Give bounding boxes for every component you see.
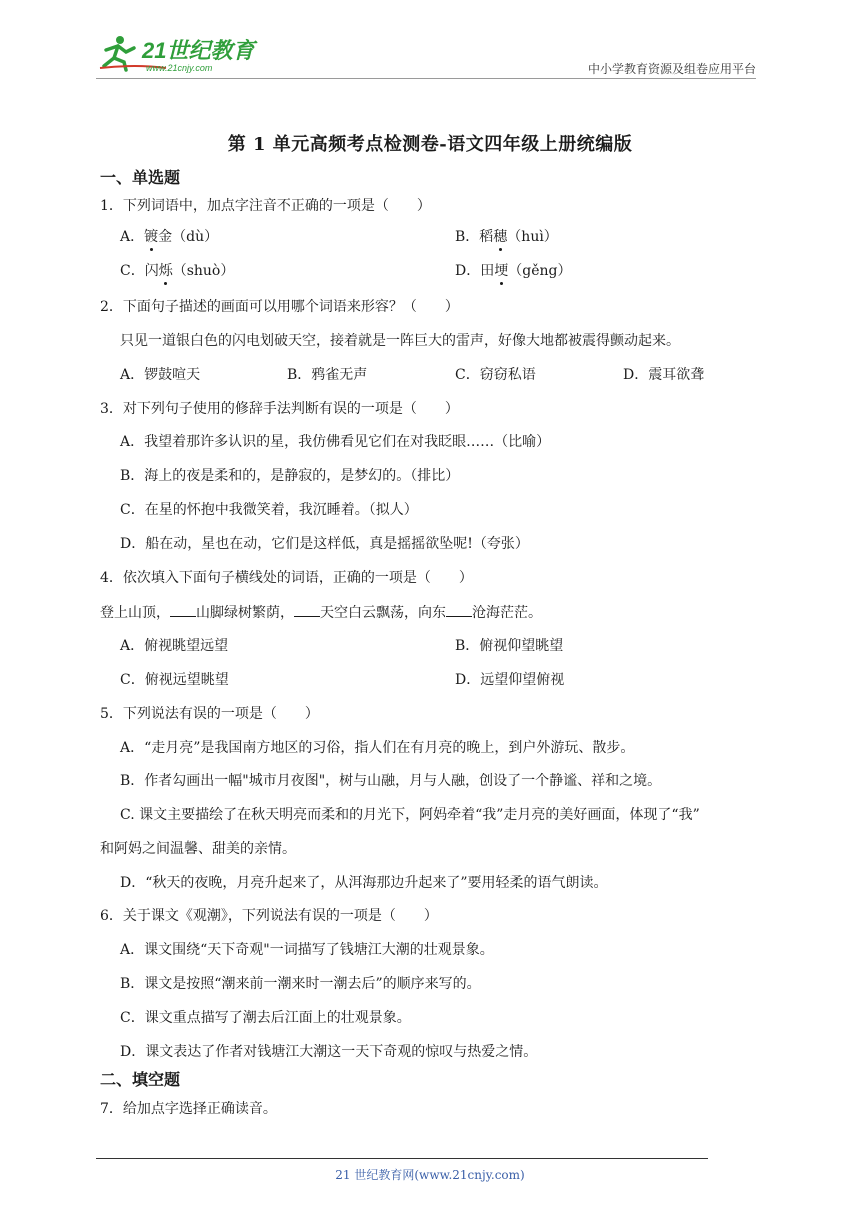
site-logo — [96, 34, 266, 74]
q4-part-4: 沧海茫茫。 — [472, 605, 542, 621]
q1-a-prefix: A． — [120, 229, 145, 245]
q1-stem: 1．下列词语中，加点字注音不正确的一项是（ ） — [100, 198, 431, 214]
q4-stem: 4．依次填入下面句子横线处的词语，正确的一项是（ ） — [100, 570, 473, 586]
section-heading-1: 一、单选题 — [100, 168, 181, 187]
q2-stem: 2．下面句子描述的画面可以用哪个词语来形容？（ ） — [100, 299, 459, 315]
q2-option-d: D．震耳欲聋 — [623, 367, 705, 383]
q1-option-d — [455, 261, 571, 281]
q2-passage: 只见一道银白色的闪电划破天空，接着就是一阵巨大的雷声，好像大地都被震得颤动起来。 — [120, 333, 680, 349]
logo-text: 21世纪教育 — [142, 38, 255, 63]
q3-stem: 3．对下列句子使用的修辞手法判断有误的一项是（ ） — [100, 401, 459, 417]
q1-a-text: 金（dù） — [158, 229, 219, 245]
q2-option-b: B．鸦雀无声 — [287, 367, 368, 383]
q5-option-b: B．作者勾画出一幅"城市月夜图"，树与山融，月与人融，创设了一个静谧、祥和之境。 — [120, 773, 662, 789]
q1-option-c — [120, 261, 234, 281]
q5-option-a: A．“走月亮”是我国南方地区的习俗，指人们在有月亮的晚上，到户外游玩、散步。 — [120, 740, 635, 756]
logo-url: www.21cnjy.com — [146, 63, 213, 73]
section-heading-2: 二、填空题 — [100, 1070, 181, 1089]
q4-passage — [100, 602, 542, 623]
q4-option-c: C．俯视远望眺望 — [120, 672, 229, 688]
header-divider — [96, 78, 756, 79]
page-title: 第 1 单元高频考点检测卷-语文四年级上册统编版 — [227, 134, 633, 155]
q1-option-a — [120, 227, 218, 247]
q7-stem: 7．给加点字选择正确读音。 — [100, 1101, 277, 1117]
q2-option-c: C．窃窃私语 — [455, 367, 536, 383]
q4-part-2: 山脚绿树繁荫， — [196, 605, 294, 621]
q4-option-a: A．俯视眺望远望 — [120, 638, 229, 654]
q5-option-c-line1: C. 课文主要描绘了在秋天明亮而柔和的月光下，阿妈牵着“我”走月亮的美好画面，体现了“我” — [120, 807, 700, 823]
q5-stem: 5．下列说法有误的一项是（ ） — [100, 706, 319, 722]
q4-blank-3 — [446, 602, 472, 617]
q5-option-d: D．“秋天的夜晚，月亮升起来了，从洱海那边升起来了”要用轻柔的语气朗读。 — [120, 875, 608, 891]
footer-divider — [96, 1158, 708, 1159]
q5-option-c-line2: 和阿妈之间温馨、甜美的亲情。 — [100, 841, 296, 857]
q1-d-dotted-char: 埂 — [494, 263, 509, 279]
q1-c-dotted-char: 烁 — [158, 263, 173, 279]
q6-option-c: C．课文重点描写了潮去后江面上的壮观景象。 — [120, 1010, 411, 1026]
q2-option-a: A．锣鼓喧天 — [120, 367, 201, 383]
q1-a-dotted-char: 镀 — [144, 229, 159, 245]
q1-b-dotted-char: 穗 — [493, 229, 508, 245]
q3-option-c: C．在星的怀抱中我微笑着，我沉睡着。（拟人） — [120, 502, 418, 518]
q3-option-a: A．我望着那许多认识的星，我仿佛看见它们在对我眨眼……（比喻） — [120, 434, 551, 450]
q1-b-prefix: B．稻 — [455, 229, 494, 245]
q3-option-b: B．海上的夜是柔和的，是静寂的，是梦幻的。（排比） — [120, 468, 460, 484]
q3-option-d: D．船在动，星也在动，它们是这样低，真是摇摇欲坠呢!（夸张） — [120, 536, 529, 552]
q6-option-d: D．课文表达了作者对钱塘江大潮这一天下奇观的惊叹与热爱之情。 — [120, 1044, 538, 1060]
page-header — [96, 30, 756, 78]
runner-icon — [96, 34, 266, 74]
q1-c-text: （shuò） — [172, 263, 235, 279]
q4-blank-1 — [170, 602, 196, 617]
q4-part-1: 登上山顶， — [100, 605, 170, 621]
q1-option-b — [455, 227, 558, 247]
footer-link[interactable]: 21 世纪教育网(www.21cnjy.com) — [335, 1168, 525, 1182]
q4-option-b: B．俯视仰望眺望 — [455, 638, 564, 654]
q1-b-text: （huì） — [507, 229, 558, 245]
q4-option-d: D．远望仰望俯视 — [455, 672, 565, 688]
q6-option-b: B．课文是按照“潮来前一潮来时一潮去后”的顺序来写的。 — [120, 976, 481, 992]
q6-stem: 6．关于课文《观潮》，下列说法有误的一项是（ ） — [100, 908, 438, 924]
q6-option-a: A．课文围绕“天下奇观"一词描写了钱塘江大潮的壮观景象。 — [120, 942, 494, 958]
q1-d-prefix: D．田 — [455, 263, 495, 279]
q4-part-3: 天空白云飘荡，向东 — [320, 605, 446, 621]
q4-blank-2 — [294, 602, 320, 617]
q1-c-prefix: C．闪 — [120, 263, 159, 279]
platform-label: 中小学教育资源及组卷应用平台 — [587, 62, 756, 76]
q1-d-text: （gěng） — [508, 263, 572, 279]
